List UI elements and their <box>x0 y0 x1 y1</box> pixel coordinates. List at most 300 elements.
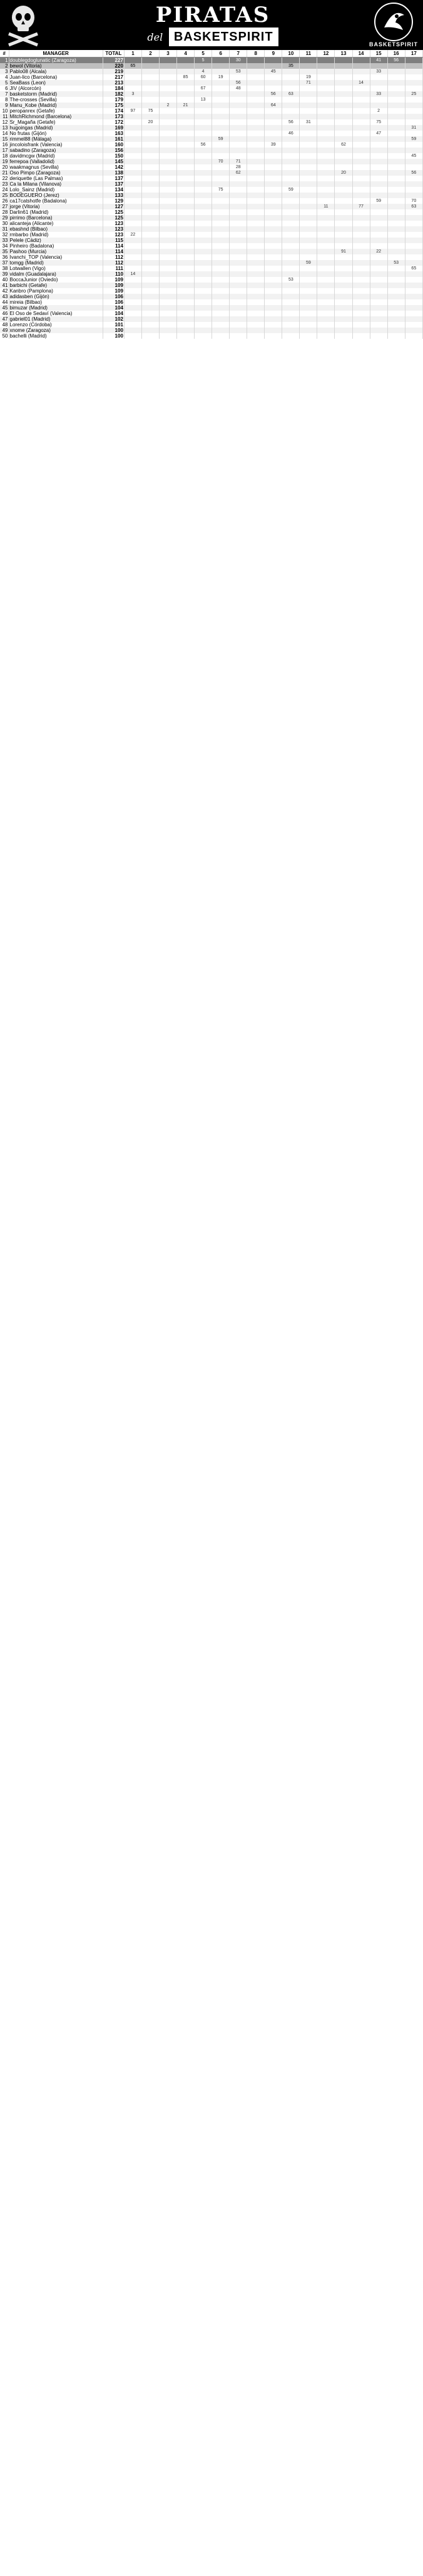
round-score-cell <box>247 114 265 119</box>
round-score-cell <box>230 97 247 103</box>
round-score-cell <box>352 108 370 114</box>
round-score-cell <box>124 148 141 153</box>
round-score-cell <box>282 86 300 91</box>
round-score-cell <box>195 181 212 187</box>
round-score-cell <box>300 170 317 176</box>
round-score-cell <box>352 153 370 159</box>
round-score-cell <box>352 131 370 136</box>
round-score-cell <box>405 114 422 119</box>
round-score-cell <box>247 305 265 311</box>
round-score-cell <box>300 91 317 97</box>
round-score-cell <box>317 119 335 125</box>
manager-cell: SeaBass (Leon) <box>9 80 103 86</box>
total-cell: 125 <box>103 209 124 215</box>
round-score-cell <box>405 108 422 114</box>
column-header: 7 <box>230 50 247 58</box>
total-cell: 137 <box>103 181 124 187</box>
round-score-cell <box>352 311 370 316</box>
round-score-cell <box>230 305 247 311</box>
round-score-cell <box>300 226 317 232</box>
round-score-cell <box>124 187 141 193</box>
manager-cell: Pelele (Cádiz) <box>9 238 103 243</box>
round-score-cell <box>370 170 387 176</box>
position-cell: 1 <box>0 58 9 64</box>
round-score-cell <box>160 125 177 131</box>
round-score-cell <box>317 266 335 271</box>
round-score-cell <box>335 136 352 142</box>
position-cell: 44 <box>0 299 9 305</box>
round-score-cell <box>230 277 247 283</box>
total-cell: 127 <box>103 204 124 209</box>
column-header: 14 <box>352 50 370 58</box>
round-score-cell <box>230 328 247 333</box>
round-score-cell <box>124 97 141 103</box>
round-score-cell: 39 <box>265 142 282 148</box>
position-cell: 17 <box>0 148 9 153</box>
round-score-cell <box>195 254 212 260</box>
round-score-cell <box>387 131 405 136</box>
round-score-cell <box>300 176 317 181</box>
round-score-cell <box>230 131 247 136</box>
round-score-cell <box>317 136 335 142</box>
round-score-cell <box>230 114 247 119</box>
round-score-cell <box>317 97 335 103</box>
round-score-cell <box>370 277 387 283</box>
round-score-cell <box>370 103 387 108</box>
round-score-cell <box>317 153 335 159</box>
round-score-cell <box>124 322 141 328</box>
total-cell: 110 <box>103 271 124 277</box>
position-cell: 15 <box>0 136 9 142</box>
round-score-cell <box>335 266 352 271</box>
round-score-cell <box>387 283 405 288</box>
round-score-cell <box>247 271 265 277</box>
round-score-cell <box>282 232 300 238</box>
round-score-cell <box>387 299 405 305</box>
round-score-cell <box>335 232 352 238</box>
round-score-cell <box>141 58 159 64</box>
round-score-cell <box>300 136 317 142</box>
total-cell: 114 <box>103 249 124 254</box>
total-cell: 134 <box>103 187 124 193</box>
round-score-cell <box>124 193 141 198</box>
round-score-cell <box>317 198 335 204</box>
round-score-cell <box>124 86 141 91</box>
round-score-cell <box>335 91 352 97</box>
position-cell: 46 <box>0 311 9 316</box>
total-cell: 172 <box>103 119 124 125</box>
round-score-cell <box>387 232 405 238</box>
table-row <box>0 108 423 114</box>
round-score-cell <box>141 288 159 294</box>
round-score-cell <box>177 119 195 125</box>
round-score-cell: 45 <box>265 69 282 74</box>
round-score-cell <box>247 125 265 131</box>
table-row <box>0 131 423 136</box>
round-score-cell <box>317 176 335 181</box>
round-score-cell <box>370 136 387 142</box>
round-score-cell <box>247 209 265 215</box>
round-score-cell <box>160 114 177 119</box>
banner-subtitle-del: del <box>147 31 163 43</box>
round-score-cell <box>177 283 195 288</box>
round-score-cell <box>247 181 265 187</box>
round-score-cell <box>160 74 177 80</box>
round-score-cell <box>230 271 247 277</box>
round-score-cell <box>282 226 300 232</box>
round-score-cell <box>247 159 265 164</box>
round-score-cell <box>124 333 141 339</box>
round-score-cell <box>370 226 387 232</box>
round-score-cell <box>265 299 282 305</box>
round-score-cell <box>265 238 282 243</box>
round-score-cell <box>300 204 317 209</box>
round-score-cell <box>141 131 159 136</box>
round-score-cell <box>141 198 159 204</box>
round-score-cell <box>405 119 422 125</box>
round-score-cell <box>265 114 282 119</box>
round-score-cell <box>177 311 195 316</box>
round-score-cell <box>265 193 282 198</box>
total-cell: 104 <box>103 305 124 311</box>
round-score-cell: 59 <box>300 260 317 266</box>
round-score-cell <box>195 288 212 294</box>
round-score-cell <box>212 204 230 209</box>
round-score-cell <box>124 328 141 333</box>
round-score-cell <box>300 328 317 333</box>
round-score-cell <box>141 260 159 266</box>
round-score-cell <box>282 260 300 266</box>
round-score-cell <box>370 114 387 119</box>
round-score-cell <box>317 243 335 249</box>
table-row <box>0 119 423 125</box>
round-score-cell <box>177 316 195 322</box>
round-score-cell <box>124 153 141 159</box>
round-score-cell <box>317 74 335 80</box>
total-cell: 123 <box>103 226 124 232</box>
round-score-cell <box>177 131 195 136</box>
table-row <box>0 316 423 322</box>
round-score-cell: 22 <box>370 249 387 254</box>
round-score-cell <box>177 86 195 91</box>
round-score-cell <box>124 209 141 215</box>
position-cell: 25 <box>0 193 9 198</box>
round-score-cell <box>247 238 265 243</box>
manager-cell: bimuzar (Madrid) <box>9 305 103 311</box>
round-score-cell <box>177 153 195 159</box>
round-score-cell <box>352 333 370 339</box>
table-row <box>0 299 423 305</box>
round-score-cell <box>177 148 195 153</box>
total-cell: 150 <box>103 153 124 159</box>
total-cell: 111 <box>103 266 124 271</box>
manager-cell: sabadino (Zaragoza) <box>9 148 103 153</box>
round-score-cell <box>195 209 212 215</box>
round-score-cell <box>212 226 230 232</box>
position-cell: 26 <box>0 198 9 204</box>
round-score-cell <box>247 131 265 136</box>
round-score-cell <box>300 153 317 159</box>
round-score-cell <box>160 119 177 125</box>
round-score-cell <box>317 299 335 305</box>
round-score-cell <box>247 86 265 91</box>
manager-cell: ferrepoa (Valladolid) <box>9 159 103 164</box>
round-score-cell <box>317 316 335 322</box>
round-score-cell <box>195 170 212 176</box>
round-score-cell: 70 <box>405 198 422 204</box>
round-score-cell <box>141 86 159 91</box>
round-score-cell <box>335 328 352 333</box>
position-cell: 38 <box>0 266 9 271</box>
round-score-cell <box>141 305 159 311</box>
table-row <box>0 249 423 254</box>
round-score-cell <box>230 260 247 266</box>
table-header <box>0 50 423 58</box>
round-score-cell <box>124 294 141 299</box>
round-score-cell <box>335 119 352 125</box>
round-score-cell <box>230 187 247 193</box>
round-score-cell <box>335 221 352 226</box>
round-score-cell: 5 <box>195 58 212 64</box>
round-score-cell <box>387 148 405 153</box>
round-score-cell: 77 <box>352 204 370 209</box>
round-score-cell <box>387 271 405 277</box>
table-row <box>0 103 423 108</box>
round-score-cell <box>387 153 405 159</box>
round-score-cell <box>124 58 141 64</box>
round-score-cell: 75 <box>370 119 387 125</box>
round-score-cell <box>141 164 159 170</box>
round-score-cell <box>317 333 335 339</box>
round-score-cell <box>335 164 352 170</box>
table-row <box>0 114 423 119</box>
round-score-cell <box>141 299 159 305</box>
round-score-cell <box>405 254 422 260</box>
round-score-cell <box>247 316 265 322</box>
round-score-cell <box>141 277 159 283</box>
round-score-cell <box>265 333 282 339</box>
round-score-cell <box>282 243 300 249</box>
round-score-cell: 28 <box>230 164 247 170</box>
round-score-cell <box>212 232 230 238</box>
round-score-cell <box>177 142 195 148</box>
round-score-cell <box>124 119 141 125</box>
position-cell: 23 <box>0 181 9 187</box>
column-header: 16 <box>387 50 405 58</box>
round-score-cell <box>335 80 352 86</box>
total-cell: 101 <box>103 322 124 328</box>
position-cell: 31 <box>0 226 9 232</box>
position-cell: 36 <box>0 254 9 260</box>
round-score-cell <box>177 91 195 97</box>
round-score-cell <box>160 91 177 97</box>
round-score-cell <box>141 193 159 198</box>
round-score-cell <box>405 322 422 328</box>
position-cell: 16 <box>0 142 9 148</box>
header-banner <box>0 0 423 50</box>
round-score-cell <box>317 148 335 153</box>
round-score-cell <box>300 249 317 254</box>
total-cell: 174 <box>103 108 124 114</box>
round-score-cell <box>212 80 230 86</box>
table-row <box>0 288 423 294</box>
round-score-cell <box>230 238 247 243</box>
round-score-cell <box>265 322 282 328</box>
position-cell: 35 <box>0 249 9 254</box>
table-row <box>0 125 423 131</box>
round-score-cell <box>141 215 159 221</box>
round-score-cell <box>317 215 335 221</box>
total-cell: 123 <box>103 221 124 226</box>
round-score-cell <box>160 322 177 328</box>
round-score-cell <box>370 80 387 86</box>
round-score-cell <box>282 103 300 108</box>
round-score-cell <box>300 294 317 299</box>
round-score-cell <box>265 153 282 159</box>
table-row <box>0 328 423 333</box>
position-cell: 21 <box>0 170 9 176</box>
round-score-cell <box>230 108 247 114</box>
round-score-cell <box>405 226 422 232</box>
round-score-cell: 56 <box>265 91 282 97</box>
round-score-cell: 97 <box>124 108 141 114</box>
total-cell: 179 <box>103 97 124 103</box>
round-score-cell <box>124 243 141 249</box>
table-row <box>0 181 423 187</box>
round-score-cell <box>405 131 422 136</box>
table-row <box>0 305 423 311</box>
total-cell: 173 <box>103 114 124 119</box>
round-score-cell <box>160 277 177 283</box>
round-score-cell <box>124 283 141 288</box>
table-row <box>0 215 423 221</box>
round-score-cell <box>265 283 282 288</box>
round-score-cell <box>300 305 317 311</box>
round-score-cell <box>300 114 317 119</box>
round-score-cell <box>177 333 195 339</box>
round-score-cell <box>405 80 422 86</box>
position-cell: 18 <box>0 153 9 159</box>
round-score-cell <box>177 204 195 209</box>
round-score-cell <box>160 58 177 64</box>
round-score-cell <box>212 148 230 153</box>
round-score-cell <box>124 260 141 266</box>
position-cell: 33 <box>0 238 9 243</box>
round-score-cell <box>300 58 317 64</box>
round-score-cell <box>160 271 177 277</box>
position-cell: 34 <box>0 243 9 249</box>
round-score-cell <box>370 74 387 80</box>
total-cell: 100 <box>103 328 124 333</box>
round-score-cell <box>387 311 405 316</box>
total-cell: 129 <box>103 198 124 204</box>
position-cell: 39 <box>0 271 9 277</box>
table-row <box>0 243 423 249</box>
round-score-cell <box>405 288 422 294</box>
round-score-cell <box>300 277 317 283</box>
round-score-cell <box>247 277 265 283</box>
round-score-cell <box>247 97 265 103</box>
round-score-cell <box>141 181 159 187</box>
round-score-cell <box>195 238 212 243</box>
round-score-cell <box>124 114 141 119</box>
table-row <box>0 187 423 193</box>
round-score-cell <box>265 266 282 271</box>
round-score-cell <box>282 204 300 209</box>
round-score-cell <box>124 176 141 181</box>
round-score-cell <box>212 86 230 91</box>
round-score-cell <box>124 288 141 294</box>
round-score-cell <box>387 254 405 260</box>
table-row <box>0 74 423 80</box>
round-score-cell <box>247 187 265 193</box>
round-score-cell <box>370 97 387 103</box>
round-score-cell <box>195 159 212 164</box>
skull-crossbones-icon <box>5 3 41 48</box>
table-row <box>0 136 423 142</box>
round-score-cell <box>282 58 300 64</box>
round-score-cell <box>317 131 335 136</box>
round-score-cell <box>335 159 352 164</box>
round-score-cell <box>282 164 300 170</box>
round-score-cell <box>282 271 300 277</box>
round-score-cell <box>265 243 282 249</box>
round-score-cell <box>124 142 141 148</box>
manager-cell: Sr_Magaña (Getafe) <box>9 119 103 125</box>
round-score-cell <box>317 103 335 108</box>
table-row <box>0 266 423 271</box>
round-score-cell <box>387 103 405 108</box>
round-score-cell <box>124 238 141 243</box>
round-score-cell <box>370 125 387 131</box>
round-score-cell <box>247 193 265 198</box>
manager-cell: No frutas (Gijón) <box>9 131 103 136</box>
round-score-cell <box>282 299 300 305</box>
round-score-cell <box>212 176 230 181</box>
round-score-cell <box>230 294 247 299</box>
round-score-cell <box>230 91 247 97</box>
round-score-cell <box>370 221 387 226</box>
round-score-cell <box>195 294 212 299</box>
manager-cell: Lorenzo (Córdoba) <box>9 322 103 328</box>
round-score-cell <box>352 187 370 193</box>
round-score-cell <box>335 86 352 91</box>
round-score-cell <box>265 148 282 153</box>
column-header: 8 <box>247 50 265 58</box>
round-score-cell <box>352 63 370 69</box>
round-score-cell <box>141 316 159 322</box>
manager-cell: gabriel01 (Madrid) <box>9 316 103 322</box>
round-score-cell <box>212 299 230 305</box>
round-score-cell <box>317 277 335 283</box>
total-cell: 112 <box>103 254 124 260</box>
round-score-cell <box>405 193 422 198</box>
round-score-cell <box>247 249 265 254</box>
round-score-cell <box>212 288 230 294</box>
round-score-cell: 41 <box>370 58 387 64</box>
round-score-cell <box>370 142 387 148</box>
round-score-cell <box>212 153 230 159</box>
round-score-cell <box>177 69 195 74</box>
round-score-cell <box>335 299 352 305</box>
round-score-cell <box>124 69 141 74</box>
column-header: 13 <box>335 50 352 58</box>
round-score-cell <box>370 266 387 271</box>
round-score-cell <box>282 148 300 153</box>
round-score-cell <box>141 221 159 226</box>
round-score-cell <box>335 311 352 316</box>
round-score-cell <box>352 69 370 74</box>
